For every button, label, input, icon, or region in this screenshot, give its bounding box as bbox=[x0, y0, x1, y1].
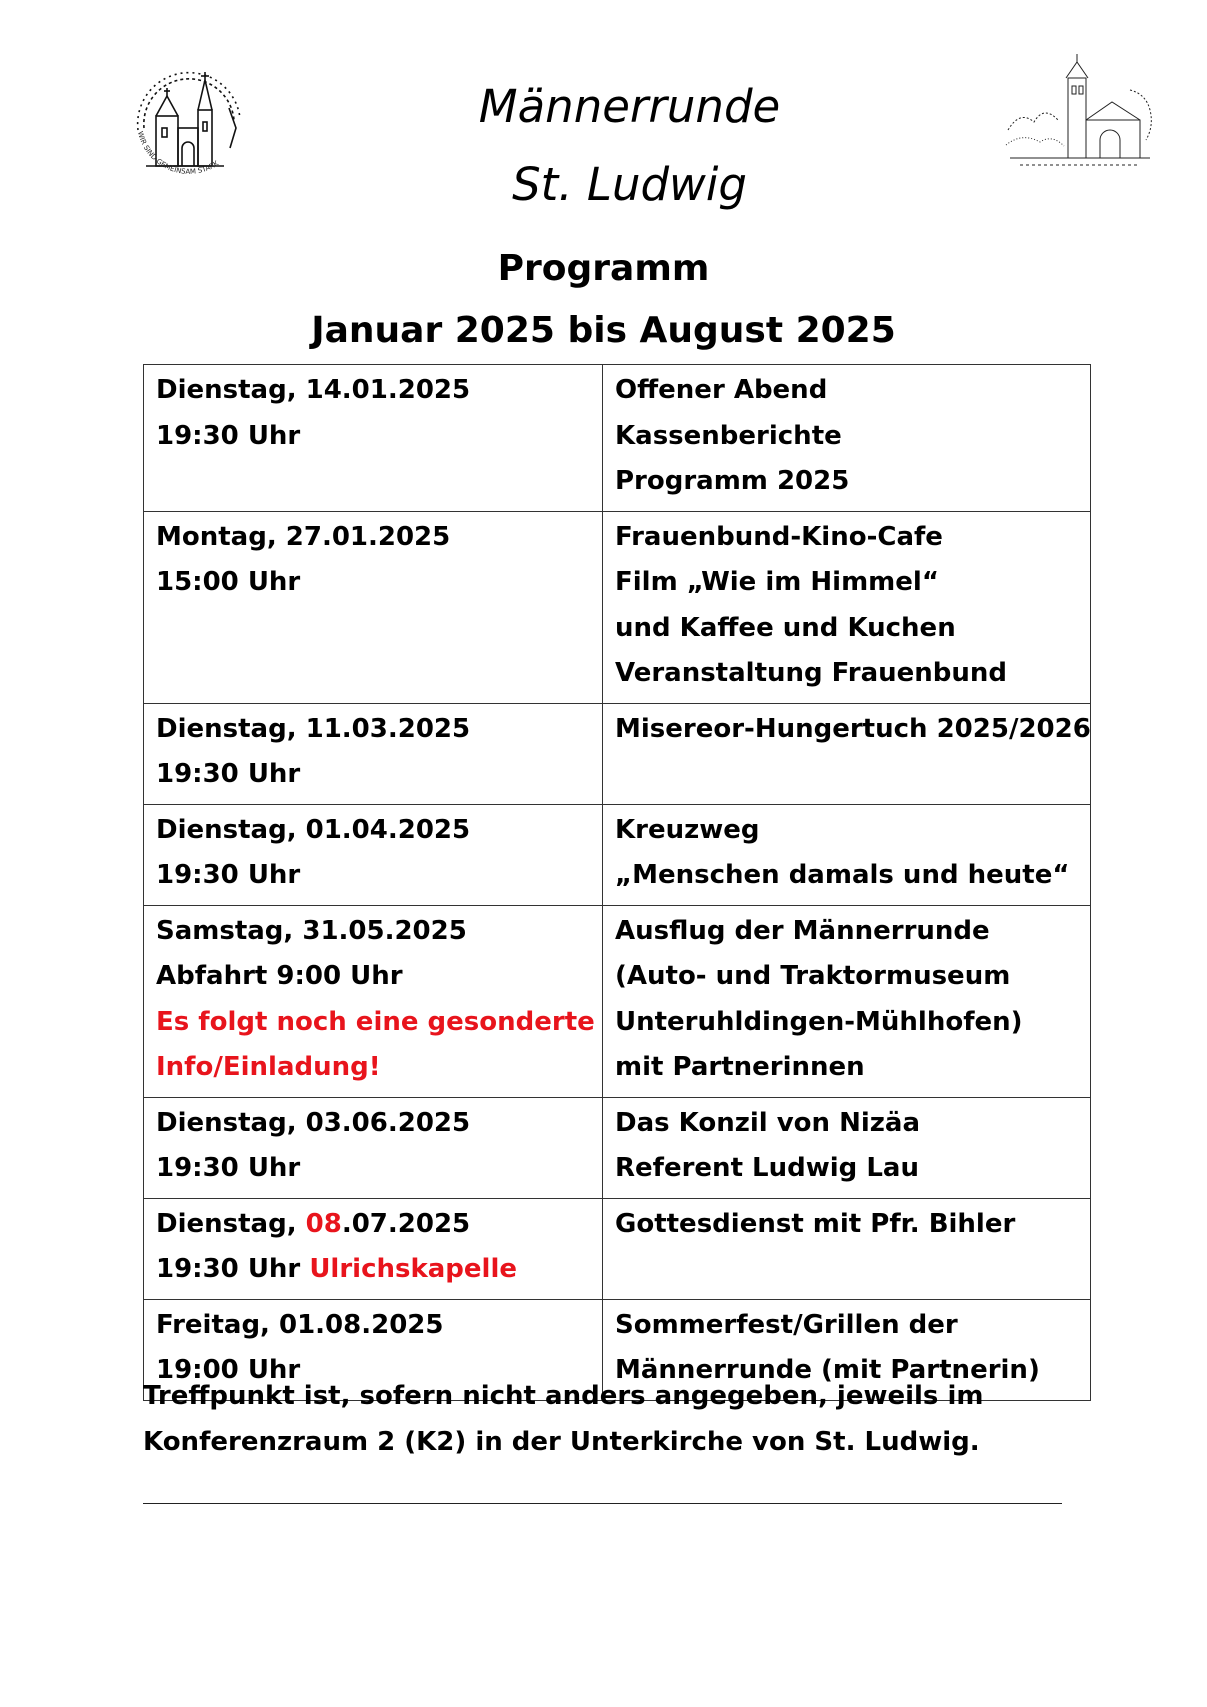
program-title: Programm bbox=[497, 248, 710, 289]
event-date-line bbox=[156, 707, 592, 753]
event-date-cell bbox=[144, 905, 603, 1097]
event-date-line bbox=[156, 1146, 592, 1192]
event-date-cell bbox=[144, 365, 603, 512]
event-description-line: (Auto- und Traktormuseum bbox=[615, 961, 1011, 991]
event-date-line bbox=[156, 1101, 592, 1147]
event-description-cell bbox=[603, 703, 1091, 804]
event-date-line bbox=[156, 954, 592, 1000]
event-description-line: Das Konzil von Nizäa bbox=[615, 1107, 920, 1138]
event-description-cell bbox=[603, 365, 1091, 512]
event-description-line: Programm 2025 bbox=[615, 466, 850, 496]
event-date-line bbox=[156, 909, 592, 955]
date-text: Dienstag, 03.06.2025 bbox=[156, 1107, 471, 1138]
table-row bbox=[144, 703, 1091, 804]
date-text: 19:30 Uhr bbox=[156, 420, 301, 451]
event-date-line bbox=[156, 1000, 595, 1046]
date-text: Abfahrt 9:00 Uhr bbox=[156, 961, 403, 991]
event-description-line: Gottesdienst mit Pfr. Bihler bbox=[615, 1208, 1016, 1239]
date-text: Montag, 27.01.2025 bbox=[156, 521, 451, 552]
highlight-text: Es folgt noch eine gesonderte bbox=[156, 1006, 595, 1037]
date-text: 19:30 Uhr bbox=[156, 860, 301, 890]
footer-divider bbox=[143, 1503, 1062, 1504]
event-date-cell bbox=[144, 511, 603, 703]
event-date-line bbox=[156, 752, 592, 798]
meeting-place-line: Treffpunkt ist, sofern nicht anders angegeben, jeweils im bbox=[143, 1381, 984, 1411]
schedule-body bbox=[144, 365, 1091, 1401]
date-text: Dienstag, 14.01.2025 bbox=[156, 375, 471, 405]
logo-motto: WIR SIND GEMEINSAM STARK bbox=[135, 130, 221, 176]
event-date-line bbox=[156, 1303, 592, 1349]
event-description-line: Unteruhldingen-Mühlhofen) bbox=[615, 1006, 1023, 1037]
event-description-cell bbox=[603, 804, 1091, 905]
event-date-cell bbox=[144, 703, 603, 804]
date-text: Dienstag, 11.03.2025 bbox=[156, 713, 471, 744]
group-name: Männerrunde bbox=[478, 80, 781, 133]
table-row bbox=[144, 905, 1091, 1097]
event-description-line: Männerrunde (mit Partnerin) bbox=[615, 1355, 1040, 1385]
schedule-table bbox=[143, 364, 1091, 1401]
parish-name: St. Ludwig bbox=[512, 158, 747, 211]
table-row bbox=[144, 365, 1091, 512]
highlight-text: Ulrichskapelle bbox=[309, 1254, 518, 1284]
table-row bbox=[144, 1198, 1091, 1299]
highlight-text: Info/Einladung! bbox=[156, 1052, 381, 1082]
event-date-cell bbox=[144, 804, 603, 905]
meeting-place-note bbox=[143, 1374, 1103, 1465]
event-description-line: und Kaffee und Kuchen bbox=[615, 612, 956, 643]
table-row bbox=[144, 1097, 1091, 1198]
program-period: Januar 2025 bis August 2025 bbox=[311, 310, 896, 351]
event-description-line: „Menschen damals und heute“ bbox=[615, 860, 1070, 890]
event-date-line bbox=[156, 368, 592, 414]
event-description-line: Sommerfest/Grillen der bbox=[615, 1309, 958, 1340]
event-description-cell bbox=[603, 1097, 1091, 1198]
date-text: .07.2025 bbox=[341, 1208, 471, 1239]
event-description-line: Frauenbund-Kino-Cafe bbox=[615, 521, 943, 552]
event-description-line: mit Partnerinnen bbox=[615, 1052, 865, 1082]
date-text: 19:30 Uhr bbox=[156, 1153, 301, 1183]
date-text: 19:30 Uhr bbox=[156, 759, 301, 789]
date-text: Dienstag, 01.04.2025 bbox=[156, 814, 471, 845]
event-description-line: Film „Wie im Himmel“ bbox=[615, 567, 939, 597]
event-date-line bbox=[156, 808, 592, 854]
event-description-line: Offener Abend bbox=[615, 375, 828, 405]
event-date-line bbox=[156, 1045, 592, 1091]
event-description-line: Misereor-Hungertuch 2025/2026 bbox=[615, 713, 1091, 744]
event-description-line: Kreuzweg bbox=[615, 814, 760, 845]
date-text: 19:30 Uhr bbox=[156, 1254, 310, 1284]
event-description-cell bbox=[603, 905, 1091, 1097]
meeting-place-line: Konferenzraum 2 (K2) in der Unterkirche von St. Ludwig. bbox=[143, 1426, 980, 1457]
event-description-line: Ausflug der Männerrunde bbox=[615, 915, 990, 946]
date-text: Samstag, 31.05.2025 bbox=[156, 915, 467, 946]
event-date-cell bbox=[144, 1097, 603, 1198]
event-description-line: Veranstaltung Frauenbund bbox=[615, 658, 1008, 688]
event-description-cell bbox=[603, 1198, 1091, 1299]
event-description-line: Referent Ludwig Lau bbox=[615, 1153, 919, 1183]
event-date-cell bbox=[144, 1198, 603, 1299]
event-description-cell bbox=[603, 511, 1091, 703]
highlight-text: 08 bbox=[305, 1208, 342, 1239]
event-description-line: Kassenberichte bbox=[615, 420, 842, 451]
event-date-line bbox=[156, 853, 592, 899]
event-date-line bbox=[156, 1202, 592, 1248]
event-date-line bbox=[156, 1247, 592, 1293]
event-date-line bbox=[156, 560, 592, 606]
event-date-line bbox=[156, 414, 592, 460]
date-text: Freitag, 01.08.2025 bbox=[156, 1309, 444, 1340]
date-text: 19:00 Uhr bbox=[156, 1355, 301, 1385]
table-row bbox=[144, 511, 1091, 703]
date-text: 15:00 Uhr bbox=[156, 567, 301, 597]
date-text: Dienstag, bbox=[156, 1208, 306, 1239]
table-row bbox=[144, 804, 1091, 905]
event-date-line bbox=[156, 515, 592, 561]
